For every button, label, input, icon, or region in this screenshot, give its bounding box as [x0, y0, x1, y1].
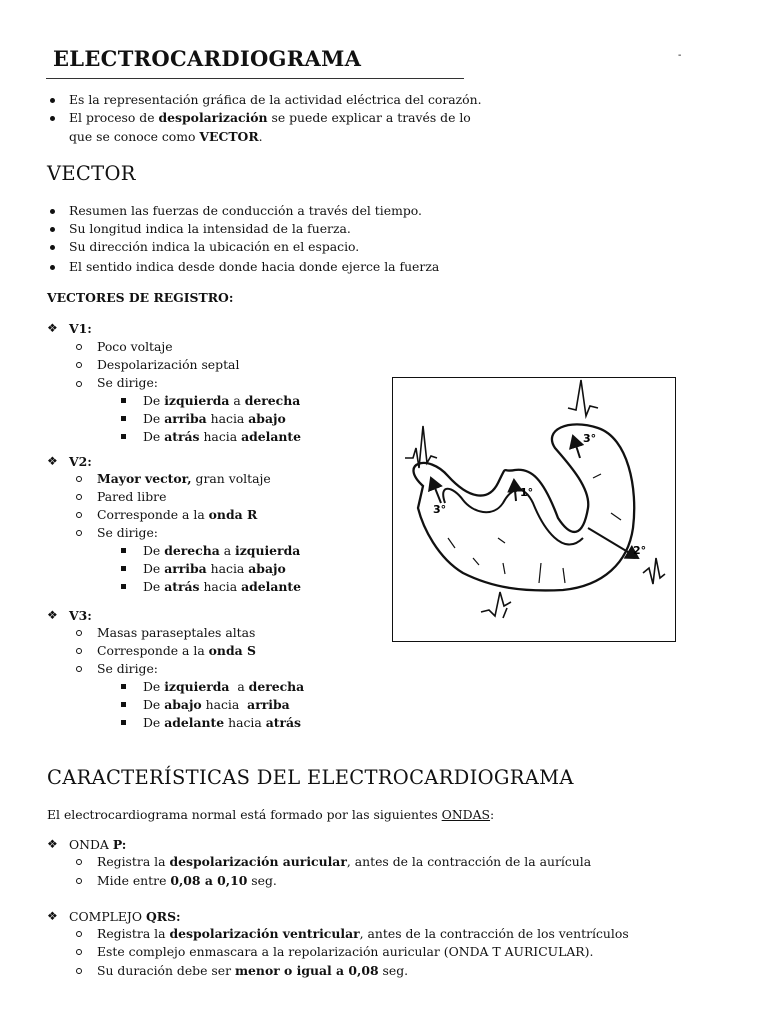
bullet-dot [50, 265, 55, 270]
v3-dir: De adelante hacia atrás [143, 715, 301, 730]
bullet-dot [50, 209, 55, 214]
ecg-trace-top [568, 380, 598, 416]
bullet-dot [50, 116, 55, 121]
title-underline [46, 78, 464, 79]
vector-item: El sentido indica desde donde hacia donde ejerce la fuerza [69, 259, 440, 274]
square-bullet [121, 548, 126, 553]
circle-bullet [76, 968, 82, 974]
circle-bullet [76, 494, 82, 500]
onda-p-label: ONDA P: [69, 837, 127, 852]
heart-outline [413, 424, 634, 590]
v3-item: Corresponde a la onda S [97, 643, 256, 658]
square-bullet [121, 566, 126, 571]
vector-item: Su longitud indica la intensidad de la fuerza. [69, 221, 351, 236]
v3-item: Se dirige: [97, 661, 158, 676]
caracteristicas-heading: CARACTERÍSTICAS DEL ELECTROCARDIOGRAMA [47, 766, 574, 789]
v1-dir: De izquierda a derecha [143, 393, 301, 408]
square-bullet [121, 702, 126, 707]
v1-label: V1: [69, 321, 92, 336]
v1-dir: De arriba hacia abajo [143, 411, 286, 426]
v3-item: Masas paraseptales altas [97, 625, 256, 640]
heart-vectors-figure [392, 377, 676, 642]
square-bullet [121, 720, 126, 725]
qrs-item: Este complejo enmascara a la repolarización auricular (ONDA T AURICULAR). [97, 944, 594, 959]
label-3-left: 3° [433, 503, 447, 516]
circle-bullet [76, 344, 82, 350]
v2-item: Corresponde a la onda R [97, 507, 258, 522]
v2-dir: De atrás hacia adelante [143, 579, 301, 594]
label-1: 1° [520, 486, 534, 499]
ecg-trace-bottom [481, 592, 511, 618]
square-bullet [121, 398, 126, 403]
registro-heading: VECTORES DE REGISTRO: [47, 290, 234, 305]
diamond-bullet-icon: ❖ [47, 608, 58, 622]
circle-bullet [76, 648, 82, 654]
ecg-trace-right [643, 558, 665, 584]
circle-bullet [76, 878, 82, 884]
square-bullet [121, 684, 126, 689]
v1-item: Se dirige: [97, 375, 158, 390]
diamond-bullet-icon: ❖ [47, 321, 58, 335]
vector-3-right-arrow [573, 436, 580, 458]
v2-item: Pared libre [97, 489, 167, 504]
vector-item: Resumen las fuerzas de conducción a través del tiempo. [69, 203, 422, 218]
qrs-label: COMPLEJO QRS: [69, 909, 181, 924]
page-title: ELECTROCARDIOGRAMA [53, 46, 362, 71]
circle-bullet [76, 859, 82, 865]
v2-item: Mayor vector, gran voltaje [97, 471, 271, 486]
vector-item: Su dirección indica la ubicación en el espacio. [69, 239, 360, 254]
heart-vectors-diagram [393, 378, 675, 641]
diamond-bullet-icon: ❖ [47, 454, 58, 468]
circle-bullet [76, 476, 82, 482]
circle-bullet [76, 381, 82, 387]
square-bullet [121, 584, 126, 589]
vector-heading: VECTOR [47, 162, 136, 185]
label-2: 2° [633, 544, 647, 557]
circle-bullet [76, 931, 82, 937]
diamond-bullet-icon: ❖ [47, 837, 58, 851]
vector-1-arrow [514, 480, 516, 501]
v2-item: Se dirige: [97, 525, 158, 540]
v2-dir: De derecha a izquierda [143, 543, 301, 558]
diamond-bullet-icon: ❖ [47, 909, 58, 923]
qrs-item: Su duración debe ser menor o igual a 0,08 seg. [97, 963, 409, 978]
inner-cavity [443, 489, 583, 545]
intro-bullet-2: El proceso de despolarización se puede explicar a través de lo [69, 110, 471, 125]
circle-bullet [76, 630, 82, 636]
circle-bullet [76, 666, 82, 672]
circle-bullet [76, 949, 82, 955]
v1-item: Despolarización septal [97, 357, 240, 372]
bullet-dot [50, 227, 55, 232]
v1-item: Poco voltaje [97, 339, 173, 354]
v3-label: V3: [69, 608, 92, 623]
circle-bullet [76, 530, 82, 536]
label-3-right: 3° [583, 432, 597, 445]
v3-dir: De izquierda a derecha [143, 679, 305, 694]
vector-3-left-arrow [431, 478, 441, 503]
onda-p-item: Mide entre 0,08 a 0,10 seg. [97, 873, 277, 888]
square-bullet [121, 434, 126, 439]
circle-bullet [76, 362, 82, 368]
v3-dir: De abajo hacia arriba [143, 697, 290, 712]
ecg-trace-left [405, 426, 437, 468]
qrs-item: Registra la despolarización ventricular, antes de la contracción de los ventrículos [97, 926, 629, 941]
caracteristicas-intro: El electrocardiograma normal está formado por las siguientes ONDAS: [47, 807, 495, 822]
bullet-dot [50, 98, 55, 103]
v2-label: V2: [69, 454, 92, 469]
v2-dir: De arriba hacia abajo [143, 561, 286, 576]
corner-mark: - [678, 50, 682, 61]
onda-p-item: Registra la despolarización auricular, antes de la contracción de la aurícula [97, 854, 592, 869]
radial-ticks [448, 474, 621, 583]
circle-bullet [76, 512, 82, 518]
square-bullet [121, 416, 126, 421]
intro-bullet-2-cont: que se conoce como VECTOR. [69, 129, 263, 144]
intro-bullet-1: Es la representación gráfica de la actividad eléctrica del corazón. [69, 92, 482, 107]
v1-dir: De atrás hacia adelante [143, 429, 301, 444]
bullet-dot [50, 245, 55, 250]
